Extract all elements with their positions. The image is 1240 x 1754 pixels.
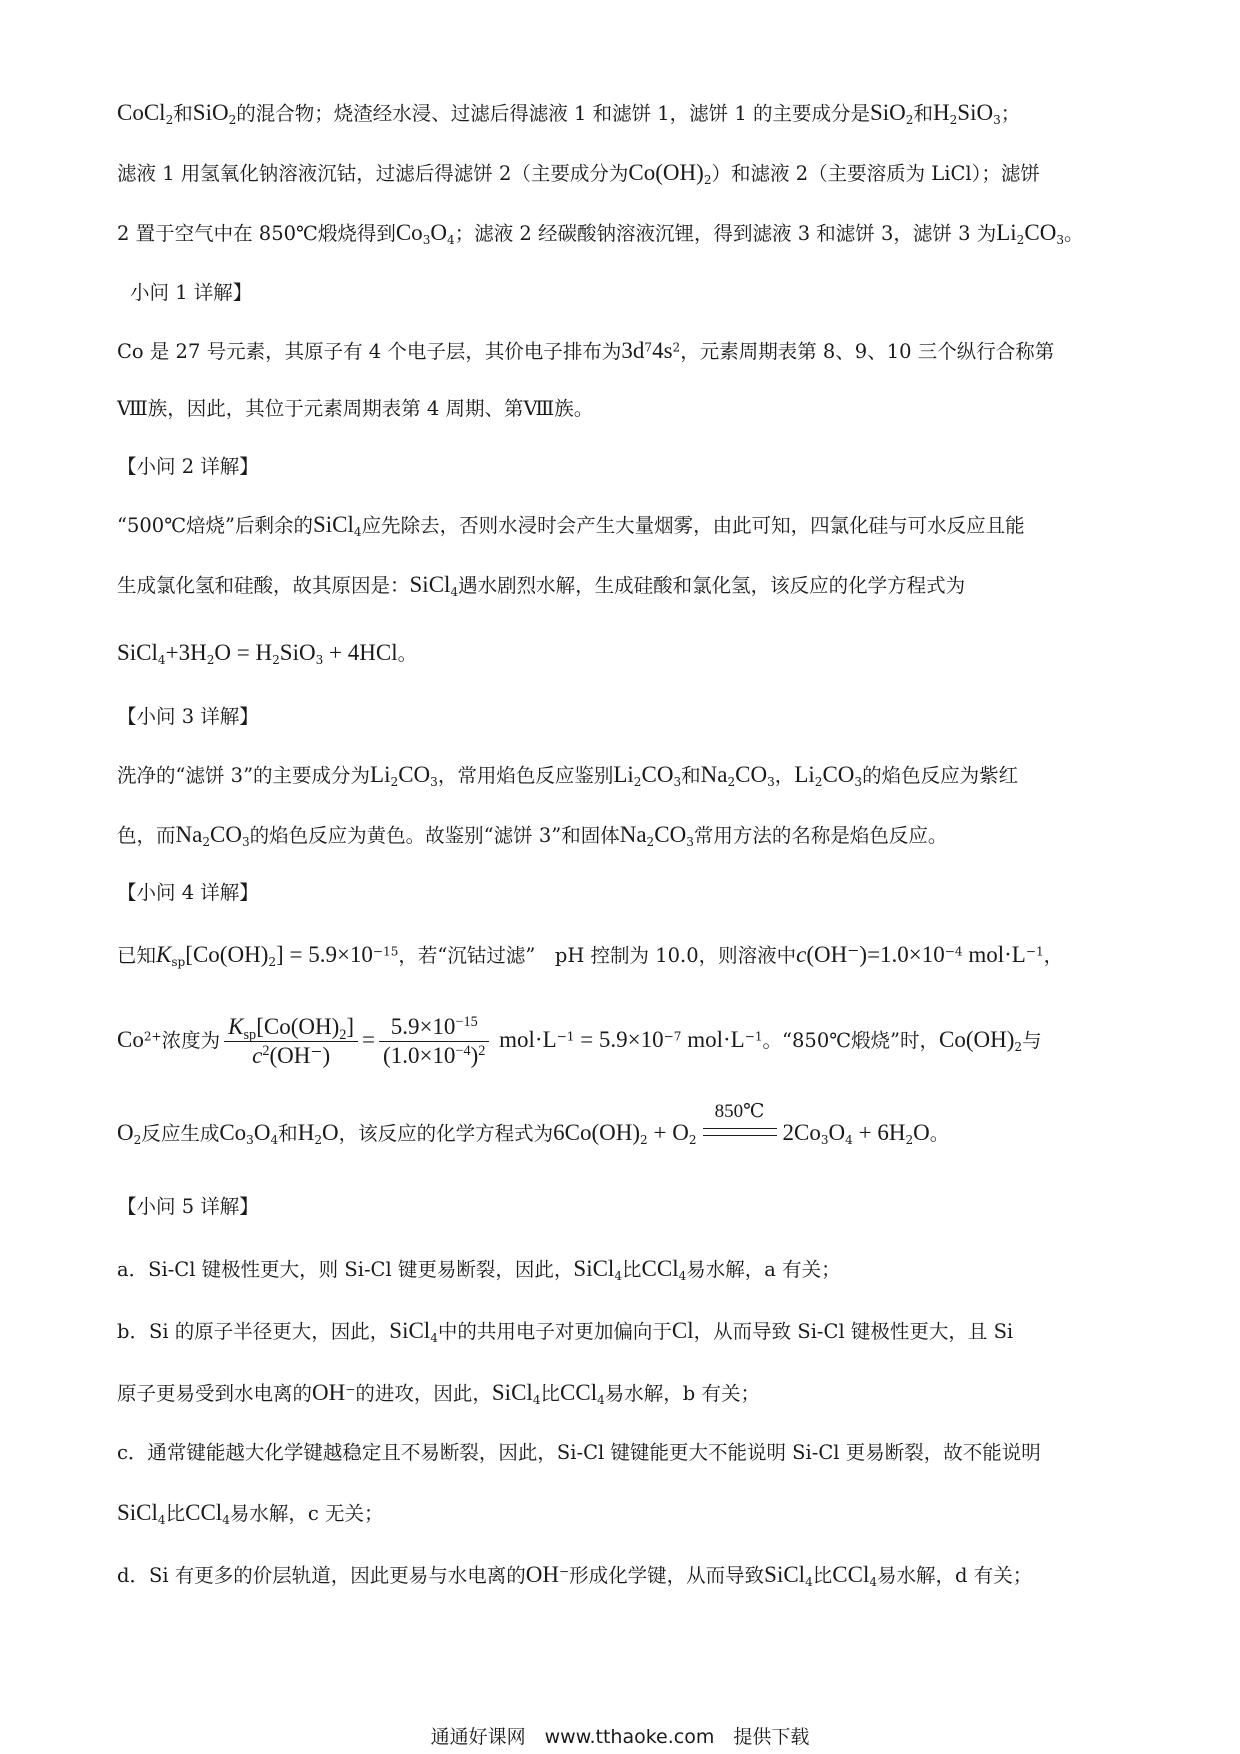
text-line: d．Si 有更多的价层轨道，因此更易与水电离的OH−形成化学键，从而导致SiCl$_4$比CCl$_4$易水解，d 有关； — [117, 1562, 1033, 1590]
text-line: b．Si 的原子半径更大，因此，SiCl$_4$中的共用电子对更加偏向于Cl，从而导致 Si-Cl 键极性更大，且 Si — [117, 1318, 1014, 1346]
text-line: c．通常键能越大化学键越稳定且不易断裂，因此，Si-Cl 键键能更大不能说明 Si-Cl 更易断裂，故不能说明 — [117, 1441, 1041, 1464]
reaction-condition: 850℃ — [697, 1119, 783, 1149]
section-heading: 小问 1 详解】 — [130, 281, 253, 304]
text-line: a．Si-Cl 键极性更大，则 Si-Cl 键更易断裂，因此，SiCl$_4$比CCl$_4$易水解，a 有关； — [117, 1256, 841, 1284]
fraction: $\frac{5.9\times 10^{-15}}{(1.0\times 10^{-4})^2}$ — [379, 1013, 489, 1070]
text-line: SiCl$_4$比CCl$_4$易水解，c 无关； — [117, 1500, 384, 1528]
text-line: 原子更易受到水电离的OH−的进攻，因此，SiCl$_4$比CCl$_4$易水解，b 有关； — [117, 1380, 760, 1408]
page-footer — [0, 1722, 1240, 1749]
section-heading: 【小问 5 详解】 — [117, 1195, 259, 1218]
equation-line: $SiCl_4+3H_2O = H_2SiO_3 + 4HCl$。 — [117, 640, 418, 668]
formula: CoCl — [117, 100, 166, 125]
text-line: 生成氯化氢和硅酸，故其原因是：SiCl$_4$遇水剧烈水解，生成硅酸和氯化氢，该反应的化学方程式为 — [117, 572, 966, 600]
text-line: Co 是 27 号元素，其原子有 4 个电子层，其价电子排布为$3d^74s^2$，元素周期表第 8、9、10 三个纵行合称第 — [117, 338, 1055, 363]
footer-text: 通通好课网 www.tthaoke.com 提供下载 — [430, 1726, 810, 1748]
section-heading: 【小问 3 详解】 — [117, 705, 259, 728]
section-heading: 【小问 4 详解】 — [117, 881, 259, 904]
section-heading: 【小问 2 详解】 — [117, 455, 259, 478]
text-line: CoCl$_2$和SiO$_2$的混合物；烧渣经水浸、过滤后得滤液 1 和滤饼 1，滤饼 1 的主要成分是SiO$_2$和$H_2SiO_3$； — [117, 100, 1021, 128]
equation-line: $Co^{2+}$浓度为 $\frac{K_{sp}[Co(OH)_2]}{c^2(OH^-)}$ = $\frac{5.9\times 10^{-15}}{(1.0\times 10^{-4})^2}$ $mol\cdot L^{-1} = 5.9\times 10^{-7}$ $mol\cdot L^{-1}$。“850℃煅烧”时，$Co(OH)_2$与 — [117, 1014, 1042, 1068]
text-line: “500℃焙烧”后剩余的SiCl$_4$应先除去，否则水浸时会产生大量烟雾，由此可知，四氯化硅与可水反应且能 — [117, 512, 1025, 540]
text-line: Ⅷ族，因此，其位于元素周期表第 4 周期、第Ⅷ族。 — [117, 397, 594, 420]
equation-line: $O_2$反应生成$Co_3O_4$和$H_2O$，该反应的化学方程式为$6Co(OH)_2 + O_2$ 850℃ $2Co_3O_4 + 6H_2O$。 — [117, 1101, 950, 1148]
text-line: 滤液 1 用氢氧化钠溶液沉钴，过滤后得滤饼 2（主要成分为$Co(OH)_2$）和滤液 2（主要溶质为 LiCl）；滤饼 — [117, 160, 1040, 188]
text-line: 2 置于空气中在 850℃煅烧得到$Co_3O_4$；滤液 2 经碳酸钠溶液沉锂，得到滤液 3 和滤饼 3，滤饼 3 为$Li_2CO_3$。 — [117, 220, 1084, 248]
text-line: 洗净的“滤饼 3”的主要成分为$Li_2CO_3$，常用焰色反应鉴别$Li_2CO_3$和$Na_2CO_3$，$Li_2CO_3$的焰色反应为紫红 — [117, 762, 1019, 790]
fraction: $\frac{K_{sp}[Co(OH)_2]}{c^2(OH^-)}$ — [224, 1013, 358, 1070]
equation-line: 已知$K_{sp}[Co(OH)_2] = 5.9\times 10^{-15}$，若“沉钴过滤” pH 控制为 10.0，则溶液中$c(OH^-)=1.0\times 10^{-4}$ $mol\cdot L^{-1}$， — [117, 942, 1064, 970]
text-line: 色，而$Na_2CO_3$的焰色反应为黄色。故鉴别“滤饼 3”和固体$Na_2CO_3$常用方法的名称是焰色反应。 — [117, 822, 948, 850]
